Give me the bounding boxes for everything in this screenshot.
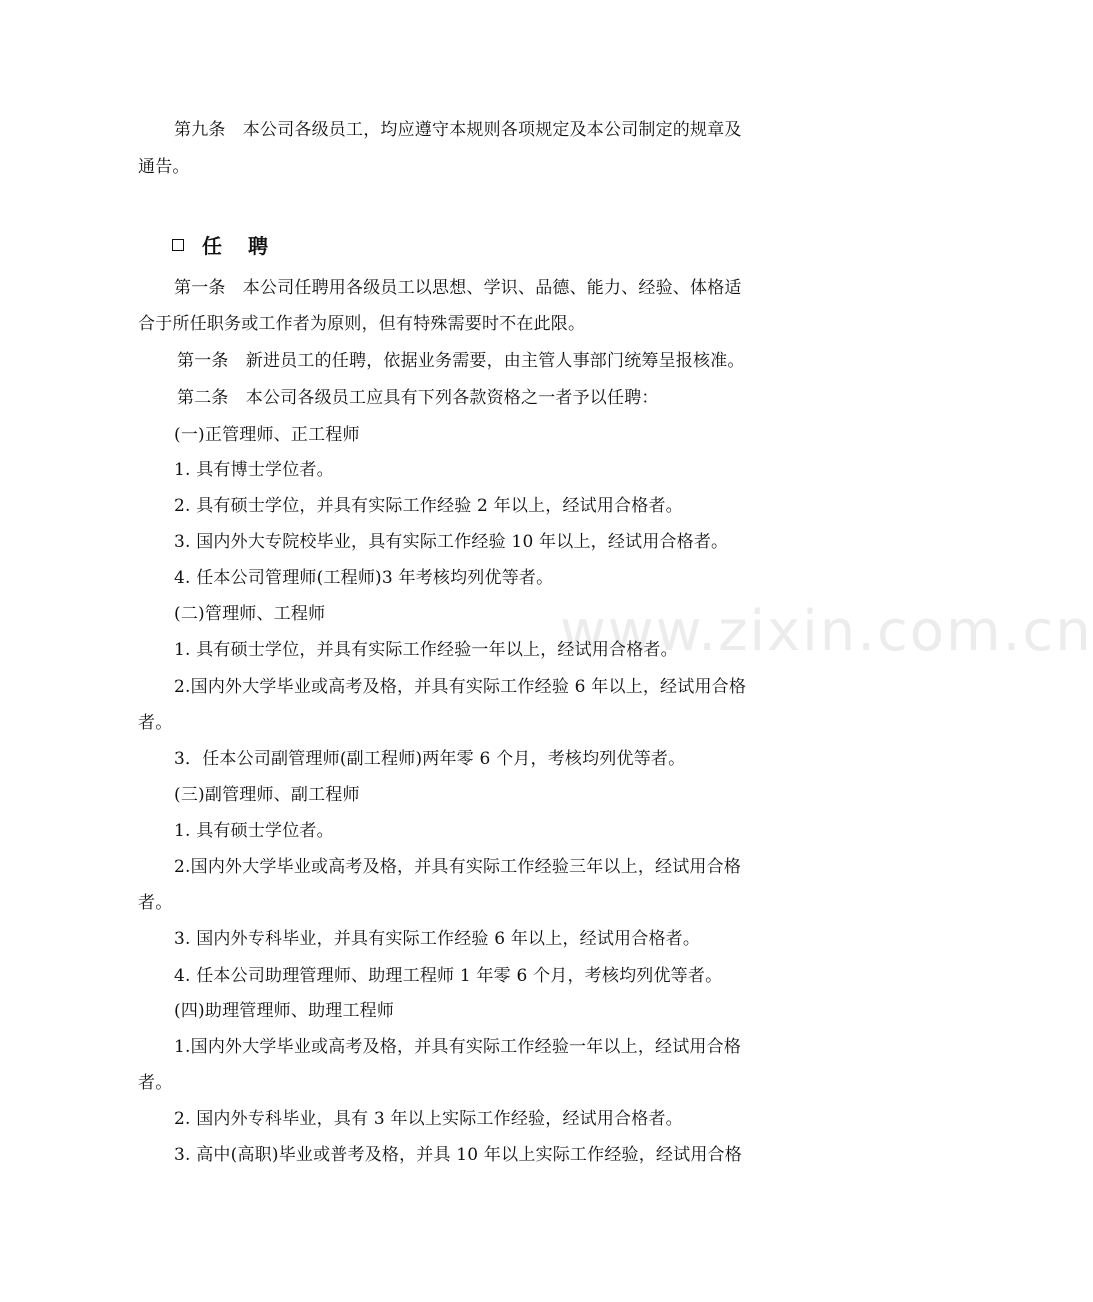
list-item: 3. 国内外专科毕业，并具有实际工作经验 6 年以上，经试用合格者。 <box>174 929 701 949</box>
list-item: 2. 国内外专科毕业，具有 3 年以上实际工作经验，经试用合格者。 <box>174 1109 683 1129</box>
section-title: 任聘 <box>202 234 294 258</box>
list-item: 3. 国内外大专院校毕业，具有实际工作经验 10 年以上，经试用合格者。 <box>174 532 729 552</box>
category-4-title: (四)助理管理师、助理工程师 <box>174 1001 395 1021</box>
watermark: www.zixin.com.cn <box>560 599 1093 664</box>
article-2-line: 第二条 本公司各级员工应具有下列各款资格之一者予以任聘： <box>177 388 659 408</box>
category-3-title: (三)副管理师、副工程师 <box>174 785 360 805</box>
list-item-continuation: 者。 <box>138 893 173 913</box>
list-item: 2. 具有硕士学位，并具有实际工作经验 2 年以上，经试用合格者。 <box>174 496 683 516</box>
article-1-line-2: 合于所任职务或工作者为原则，但有特殊需要时不在此限。 <box>138 314 586 334</box>
list-item: 3．任本公司副管理师(副工程师)两年零 6 个月，考核均列优等者。 <box>174 749 686 769</box>
list-item: 1.国内外大学毕业或高考及格，并具有实际工作经验一年以上，经试用合格 <box>174 1037 742 1057</box>
category-2-title: (二)管理师、工程师 <box>174 604 326 624</box>
list-item: 2.国内外大学毕业或高考及格，并具有实际工作经验 6 年以上，经试用合格 <box>174 677 747 697</box>
article-1b-line: 第一条 新进员工的任聘，依据业务需要，由主管人事部门统筹呈报核准。 <box>177 351 745 371</box>
category-1-title: (一)正管理师、正工程师 <box>174 425 360 445</box>
list-item: 4. 任本公司管理师(工程师)3 年考核均列优等者。 <box>174 568 554 588</box>
list-item: 3. 高中(高职)毕业或普考及格，并具 10 年以上实际工作经验，经试用合格 <box>174 1145 742 1165</box>
article-9-line-1: 第九条 本公司各级员工，均应遵守本规则各项规定及本公司制定的规章及 <box>174 120 742 140</box>
list-item-continuation: 者。 <box>138 713 173 733</box>
list-item: 1. 具有硕士学位，并具有实际工作经验一年以上，经试用合格者。 <box>174 640 678 660</box>
section-heading <box>172 234 294 258</box>
article-9-line-2: 通告。 <box>138 157 190 177</box>
list-item: 1. 具有硕士学位者。 <box>174 821 334 841</box>
list-item-continuation: 者。 <box>138 1073 173 1093</box>
list-item: 1. 具有博士学位者。 <box>174 460 334 480</box>
list-item: 2.国内外大学毕业或高考及格，并具有实际工作经验三年以上，经试用合格 <box>174 857 742 877</box>
list-item: 4. 任本公司助理管理师、助理工程师 1 年零 6 个月，考核均列优等者。 <box>174 966 723 986</box>
square-bullet-icon <box>172 239 184 251</box>
article-1-line-1: 第一条 本公司任聘用各级员工以思想、学识、品德、能力、经验、体格适 <box>174 278 742 298</box>
